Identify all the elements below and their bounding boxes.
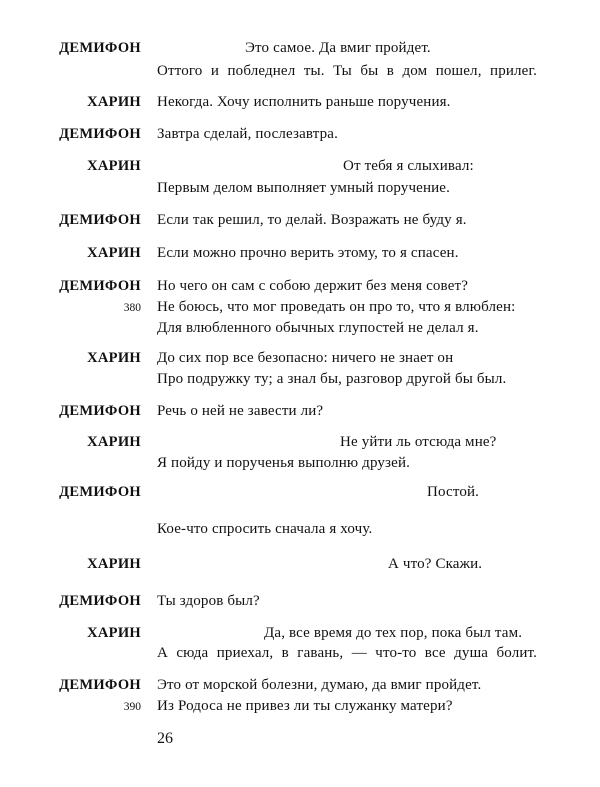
verse-line: Не боюсь, что мог проведать он про то, что я влюблен: [157, 299, 516, 315]
verse-line: Это самое. Да вмиг пройдет. [245, 40, 431, 56]
line-number: 390 [123, 701, 141, 713]
verse-line: А что? Скажи. [388, 556, 483, 572]
speaker-kharin: ХАРИН [87, 245, 141, 261]
verse-line: От тебя я слыхивал: [343, 158, 474, 174]
speaker-kharin: ХАРИН [87, 158, 141, 174]
speaker-kharin: ХАРИН [87, 556, 141, 572]
speaker-kharin: ХАРИН [87, 434, 141, 450]
verse-line: А сюда приехал, в гавань, — что-то все душа болит. [157, 645, 537, 661]
verse-line: Из Родоса не привез ли ты служанку матери? [157, 698, 453, 714]
speaker-demifon: ДЕМИФОН [59, 677, 141, 693]
verse-line: Кое-что спросить сначала я хочу. [157, 521, 373, 537]
speaker-demifon: ДЕМИФОН [59, 403, 141, 419]
verse-line: Не уйти ль отсюда мне? [340, 434, 497, 450]
verse-line: Для влюбленного обычных глупостей не делал я. [157, 320, 479, 336]
speaker-demifon: ДЕМИФОН [59, 593, 141, 609]
speaker-kharin: ХАРИН [87, 625, 141, 641]
verse-line: Оттого и побледнел ты. Ты бы в дом пошел, прилег. [157, 63, 537, 79]
speaker-demifon: ДЕМИФОН [59, 212, 141, 228]
verse-line: Некогда. Хочу исполнить раньше поручения. [157, 94, 451, 110]
speaker-kharin: ХАРИН [87, 94, 141, 110]
page-number: 26 [157, 730, 173, 747]
verse-line: Ты здоров был? [157, 593, 260, 609]
verse-line: Но чего он сам с собою держит без меня совет? [157, 278, 469, 294]
verse-line: Про подружку ту; а знал бы, разговор другой бы был. [157, 371, 507, 387]
speaker-demifon: ДЕМИФОН [59, 126, 141, 142]
verse-line: Постой. [427, 484, 480, 500]
verse-line: Речь о ней не завести ли? [157, 403, 324, 419]
speaker-demifon: ДЕМИФОН [59, 278, 141, 294]
verse-line: Первым делом выполняет умный поручение. [157, 180, 451, 196]
verse-line: Это от морской болезни, думаю, да вмиг пройдет. [157, 677, 482, 693]
verse-line: Я пойду и порученья выполню друзей. [157, 455, 411, 471]
speaker-demifon: ДЕМИФОН [59, 484, 141, 500]
speaker-kharin: ХАРИН [87, 350, 141, 366]
speaker-demifon: ДЕМИФОН [59, 40, 141, 56]
verse-line: Завтра сделай, послезавтра. [157, 126, 339, 142]
verse-line: Если можно прочно верить этому, то я спасен. [157, 245, 459, 261]
line-number: 380 [123, 302, 141, 314]
verse-line: До сих пор все безопасно: ничего не знает он [157, 350, 454, 366]
verse-line: Если так решил, то делай. Возражать не буду я. [157, 212, 467, 228]
verse-line: Да, все время до тех пор, пока был там. [264, 625, 523, 641]
